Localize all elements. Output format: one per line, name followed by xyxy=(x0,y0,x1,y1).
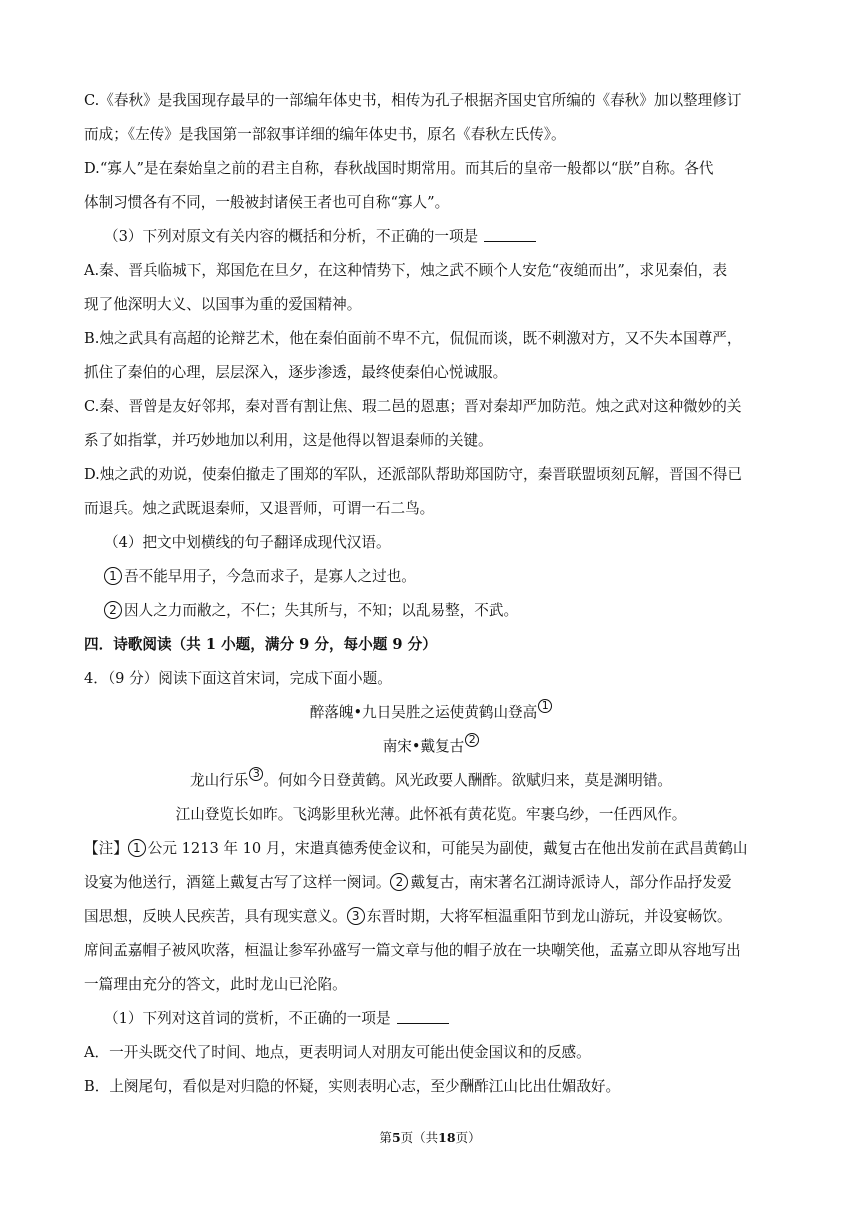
circled-number: 1 xyxy=(128,839,146,857)
poem-question-1 xyxy=(104,1002,798,1036)
poem-author xyxy=(84,730,778,764)
note-line-5: 一篇理由充分的答文，此时龙山已沦陷。 xyxy=(84,976,347,993)
translation-text-1: 吾不能早用子，今急而求子，是寡人之过也。 xyxy=(124,568,416,585)
option-d-line-2: 体制习惯各有不同，一般被封诸侯王者也可自称“寡人”。 xyxy=(84,194,450,211)
q3-option-c-line-1: C.秦、晋曾是友好邻邦，秦对晋有割让焦、瑕二邑的恩惠；晋对秦却严加防范。烛之武对这种微妙的关 xyxy=(84,398,742,415)
q3-option-a-line-1: A.秦、晋兵临城下，郑国危在旦夕，在这种情势下，烛之武不顾个人安危“夜缒而出”，求见秦伯，表 xyxy=(84,262,728,279)
footer-suffix: 页） xyxy=(455,1130,481,1145)
q3-option-b-line-1: B.烛之武具有高超的论辩艺术，他在秦伯面前不卑不亢，侃侃而谈，既不刺激对方，又不失本国尊严， xyxy=(84,330,742,347)
poem-author-text: 南宋•戴复古 xyxy=(382,738,465,755)
q3-option-d-line-1: D.烛之武的劝说，使秦伯撤走了围郑的军队，还派部队帮助郑国防守，秦晋联盟顷刻瓦解，晋国不得已 xyxy=(84,466,742,483)
translation-item-1 xyxy=(104,560,798,594)
section-heading: 四．诗歌阅读（共 1 小题，满分 9 分，每小题 9 分） xyxy=(84,636,437,653)
current-page-number: 5 xyxy=(391,1130,401,1145)
option-c-line-2: 而成；《左传》是我国第一部叙事详细的编年体史书，原名《春秋左氏传》。 xyxy=(84,126,566,143)
note-marker: 2 xyxy=(465,733,479,747)
answer-blank xyxy=(397,1022,449,1024)
poem-option-a: A．一开头既交代了时间、地点，更表明词人对朋友可能出使金国议和的反感。 xyxy=(84,1044,591,1061)
note-1-text: 公元 1213 年 10 月，宋遣真德秀使金议和，可能吴为副使，戴复古在他出发前在武昌黄鹤山 xyxy=(147,840,748,857)
total-page-count: 18 xyxy=(438,1130,456,1145)
question-4-main: 4．（9 分）阅读下面这首宋词，完成下面小题。 xyxy=(84,670,392,687)
poem-line-1 xyxy=(84,764,778,798)
circled-number: 3 xyxy=(347,907,365,925)
note-marker: 1 xyxy=(538,699,552,713)
note-label: 【注】 xyxy=(84,840,128,857)
q3-option-b-line-2: 抓住了秦伯的心理，层层深入，逐步渗透，最终使秦伯心悦诚服。 xyxy=(84,364,508,381)
note-line-4: 席间孟嘉帽子被风吹落，桓温让参军孙盛写一篇文章与他的帽子放在一块嘲笑他，孟嘉立即从容地写出 xyxy=(84,942,741,959)
note-1-text-cont: 设宴为他送行，酒筵上戴复古写了这样一阕词。 xyxy=(84,874,391,891)
poem-question-1-text: （1）下列对这首词的赏析，不正确的一项是 xyxy=(104,1010,391,1027)
circled-number: 2 xyxy=(104,601,122,619)
footer-prefix: 第 xyxy=(379,1130,392,1145)
footer-middle: 页（共 xyxy=(400,1130,439,1145)
note-2-text: 戴复古，南宋著名江湖诗派诗人，部分作品抒发爱 xyxy=(410,874,732,891)
note-2-text-cont: 国思想，反映人民疾苦，具有现实意义。 xyxy=(84,908,347,925)
poem-line-1-start: 龙山行乐 xyxy=(189,772,249,789)
q3-option-c-line-2: 系了如指掌，并巧妙地加以利用，这是他得以智退秦师的关键。 xyxy=(84,432,493,449)
poem-title xyxy=(84,696,778,730)
poem-line-1-rest: 。何如今日登黄鹤。风光政要人酬酢。欲赋归来，莫是渊明错。 xyxy=(263,772,673,789)
option-c-line-1: C.《春秋》是我国现存最早的一部编年体史书，相传为孔子根据齐国史官所编的《春秋》加以整理修订 xyxy=(84,92,742,109)
poem-option-b: B．上阕尾句，看似是对归隐的怀疑，实则表明心志，至少酬酢江山比出仕媚敌好。 xyxy=(84,1078,621,1095)
q3-option-d-line-2: 而退兵。烛之武既退秦师，又退晋师，可谓一石二鸟。 xyxy=(84,500,435,517)
note-line-1 xyxy=(84,832,778,866)
question-3 xyxy=(104,220,798,254)
translation-item-2 xyxy=(104,594,798,628)
note-marker: 3 xyxy=(249,767,263,781)
translation-text-2: 因人之力而敝之，不仁；失其所与，不知；以乱易整，不武。 xyxy=(124,602,519,619)
note-3-text: 东晋时期，大将军桓温重阳节到龙山游玩，并设宴畅饮。 xyxy=(366,908,732,925)
poem-line-2: 江山登览长如昨。飞鸿影里秋光薄。此怀祇有黄花览。牢裹乌纱，一任西风作。 xyxy=(175,806,687,823)
circled-number: 2 xyxy=(390,873,408,891)
question-3-text: （3）下列对原文有关内容的概括和分析，不正确的一项是 xyxy=(104,228,479,245)
note-line-3 xyxy=(84,900,778,934)
answer-blank xyxy=(484,240,536,242)
option-d-line-1: D.“寡人”是在秦始皇之前的君主自称，春秋战国时期常用。而其后的皇帝一般都以“朕”自称。各代 xyxy=(84,160,714,177)
q3-option-a-line-2: 现了他深明大义、以国事为重的爱国精神。 xyxy=(84,296,362,313)
page-footer xyxy=(0,1128,860,1148)
circled-number: 1 xyxy=(104,567,122,585)
poem-title-text: 醉落魄•九日吴胜之运使黄鹤山登高 xyxy=(309,704,538,721)
question-4-sub: （4）把文中划横线的句子翻译成现代汉语。 xyxy=(104,534,391,551)
note-line-2 xyxy=(84,866,778,900)
